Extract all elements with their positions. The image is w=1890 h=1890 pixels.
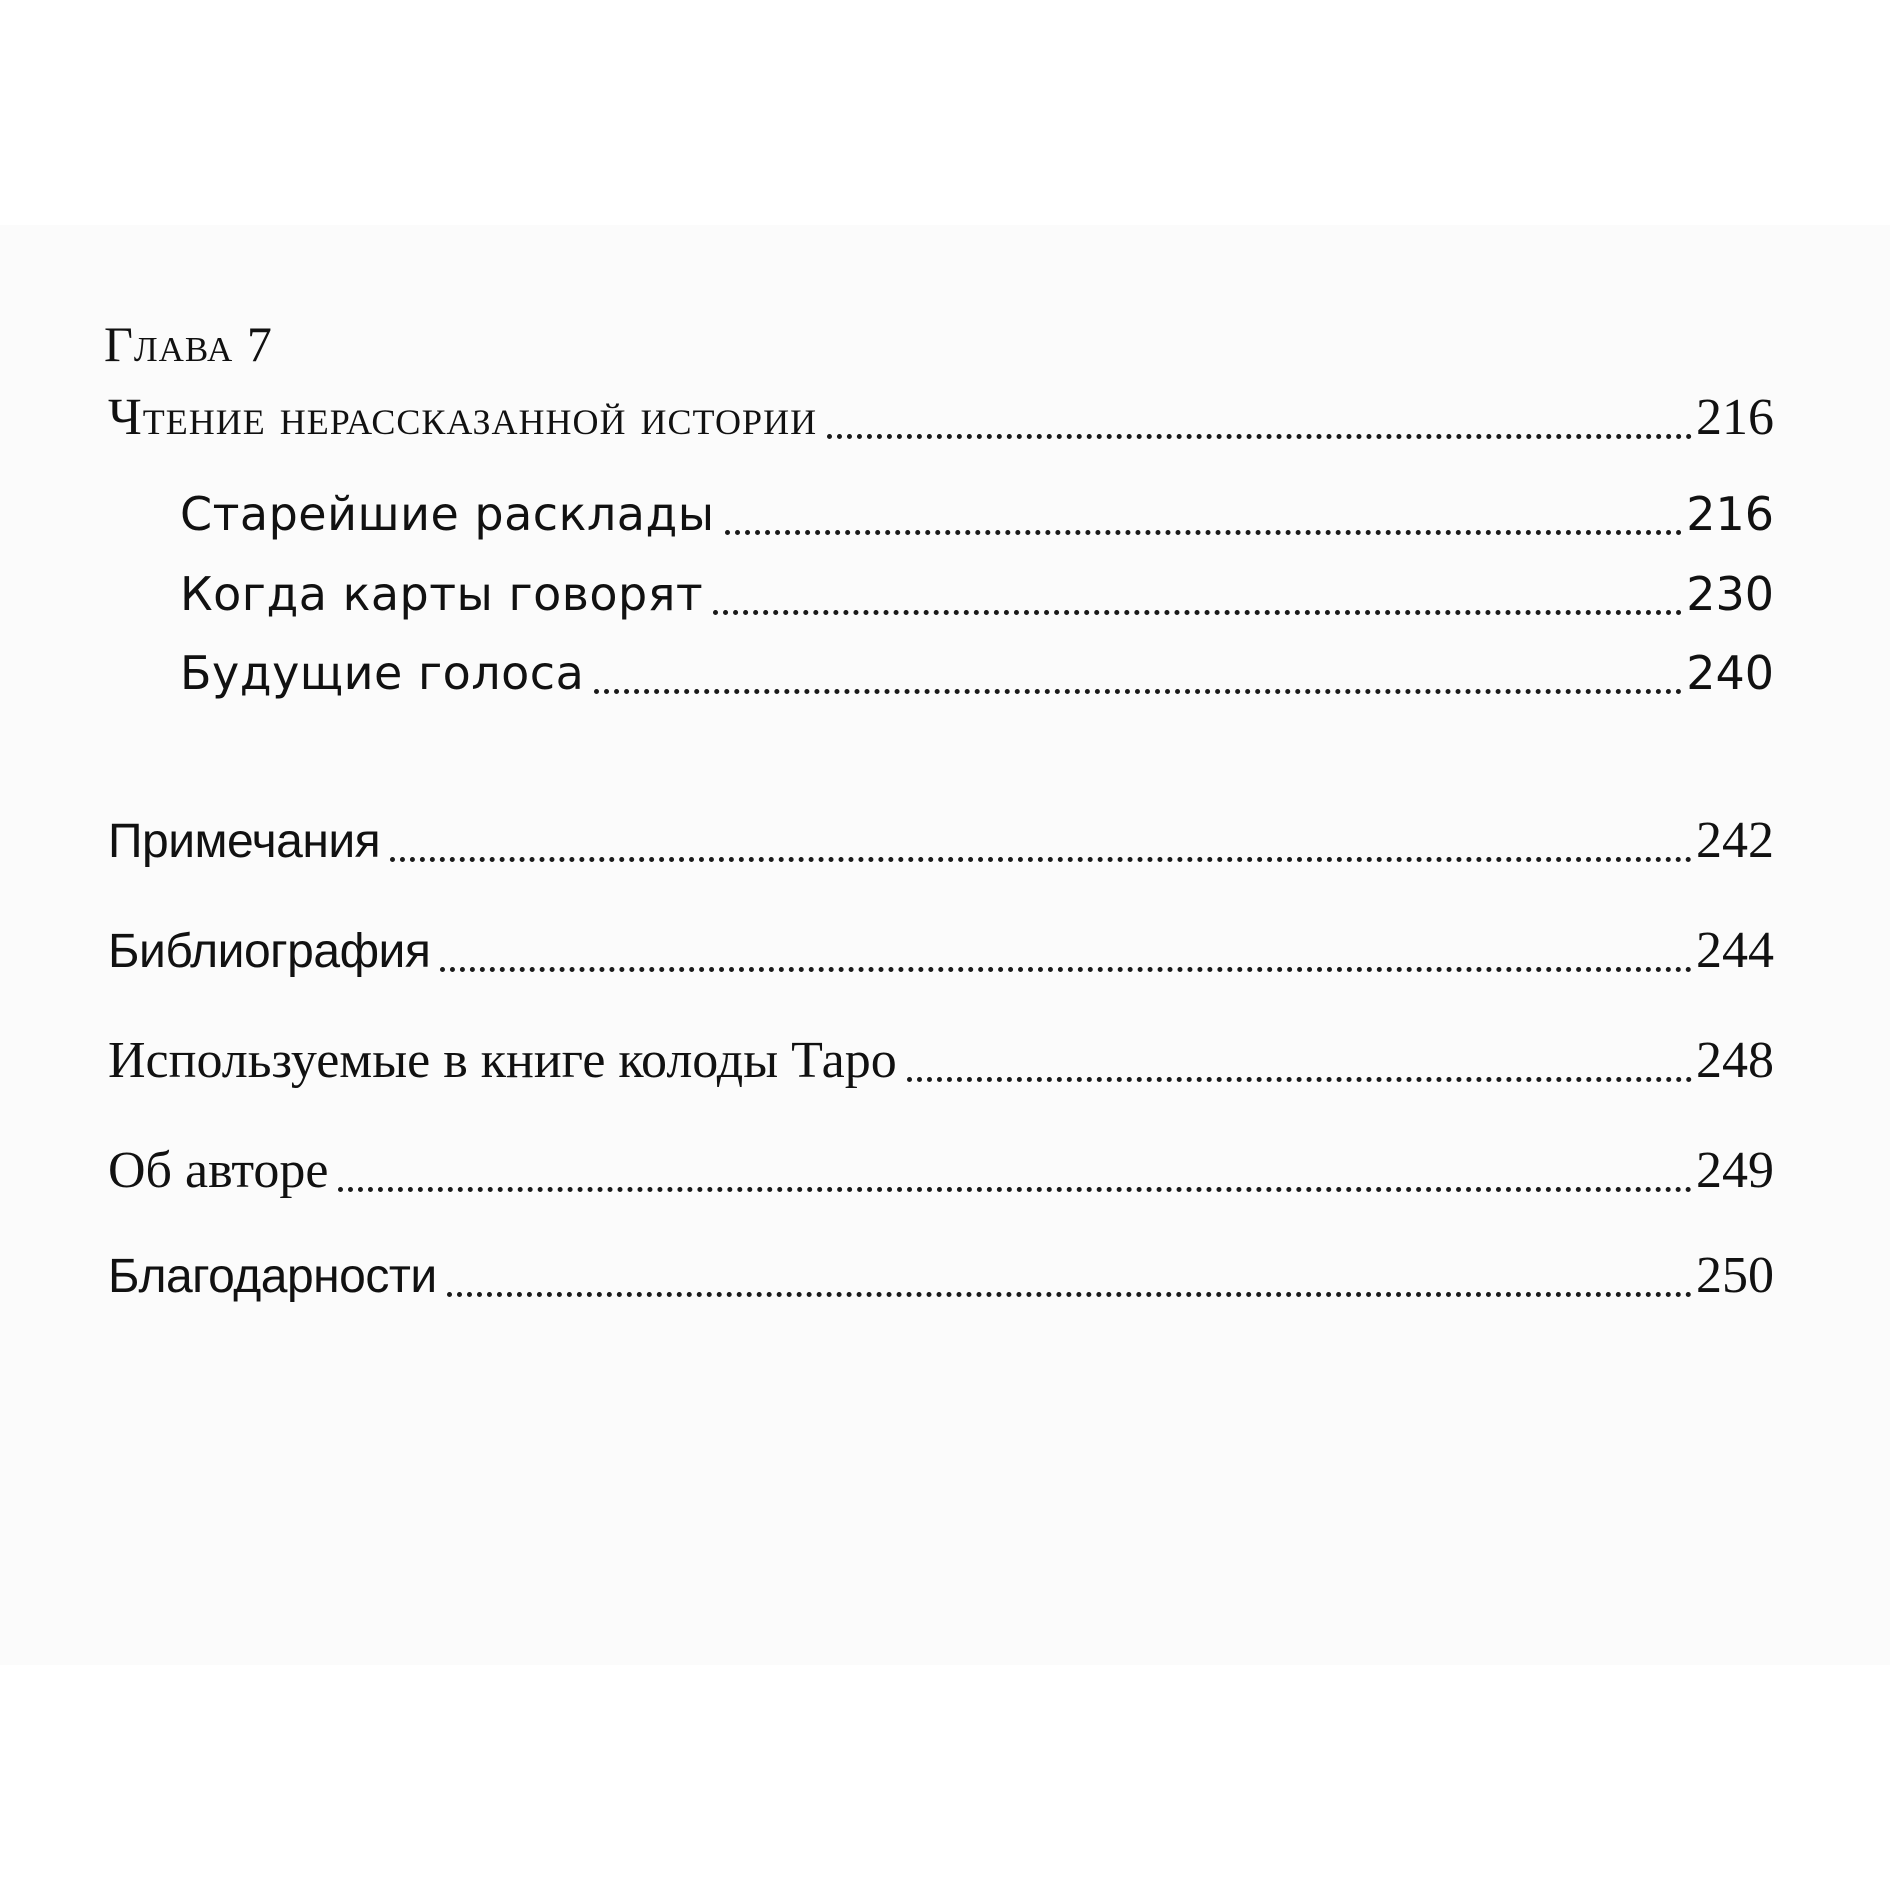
toc-subentry (180, 640, 1774, 706)
toc-entry-page: 248 (1696, 1032, 1774, 1089)
toc-entry-title: Библиография (108, 925, 431, 978)
dot-leader (725, 530, 1683, 535)
toc-entry-acknowledgements (108, 1243, 1774, 1309)
toc-entry-page: 216 (1696, 389, 1774, 446)
toc-entry-page: 249 (1696, 1142, 1774, 1199)
toc-entry-page: 242 (1696, 812, 1774, 869)
toc-entry-page: 216 (1686, 487, 1774, 541)
dot-leader (713, 610, 1682, 615)
toc-entry-bibliography (108, 918, 1774, 984)
toc-subentry (180, 481, 1774, 547)
toc-entry-title: Чтение нерассказанной истории (108, 389, 818, 446)
toc-entry-notes (108, 808, 1774, 874)
toc-entry-title: Будущие голоса (180, 646, 585, 700)
toc-subentry (180, 561, 1774, 627)
toc-entry-title: Благодарности (108, 1250, 437, 1303)
dot-leader (827, 434, 1692, 439)
toc-entry-title: Старейшие расклады (180, 487, 715, 541)
dot-leader (447, 1292, 1692, 1297)
toc-entry-page: 244 (1696, 922, 1774, 979)
dot-leader (338, 1187, 1692, 1192)
toc-entry-title: Об авторе (108, 1142, 329, 1199)
toc-entry-chapter-7 (108, 385, 1774, 451)
toc-entry-page: 240 (1686, 646, 1774, 700)
dot-leader (907, 1077, 1692, 1082)
dot-leader (440, 967, 1692, 972)
toc-entry-tarot-decks (108, 1028, 1774, 1094)
dot-leader (390, 857, 1692, 862)
toc-entry-page: 230 (1686, 567, 1774, 621)
dot-leader (594, 689, 1682, 694)
toc-entry-title: Примечания (108, 815, 381, 868)
chapter-label: Глава 7 (104, 316, 273, 372)
toc-entry-about-author (108, 1138, 1774, 1204)
toc-entry-title: Используемые в книге колоды Таро (108, 1032, 897, 1089)
toc-entry-title: Когда карты говорят (180, 567, 704, 621)
toc-entry-page: 250 (1696, 1247, 1774, 1304)
